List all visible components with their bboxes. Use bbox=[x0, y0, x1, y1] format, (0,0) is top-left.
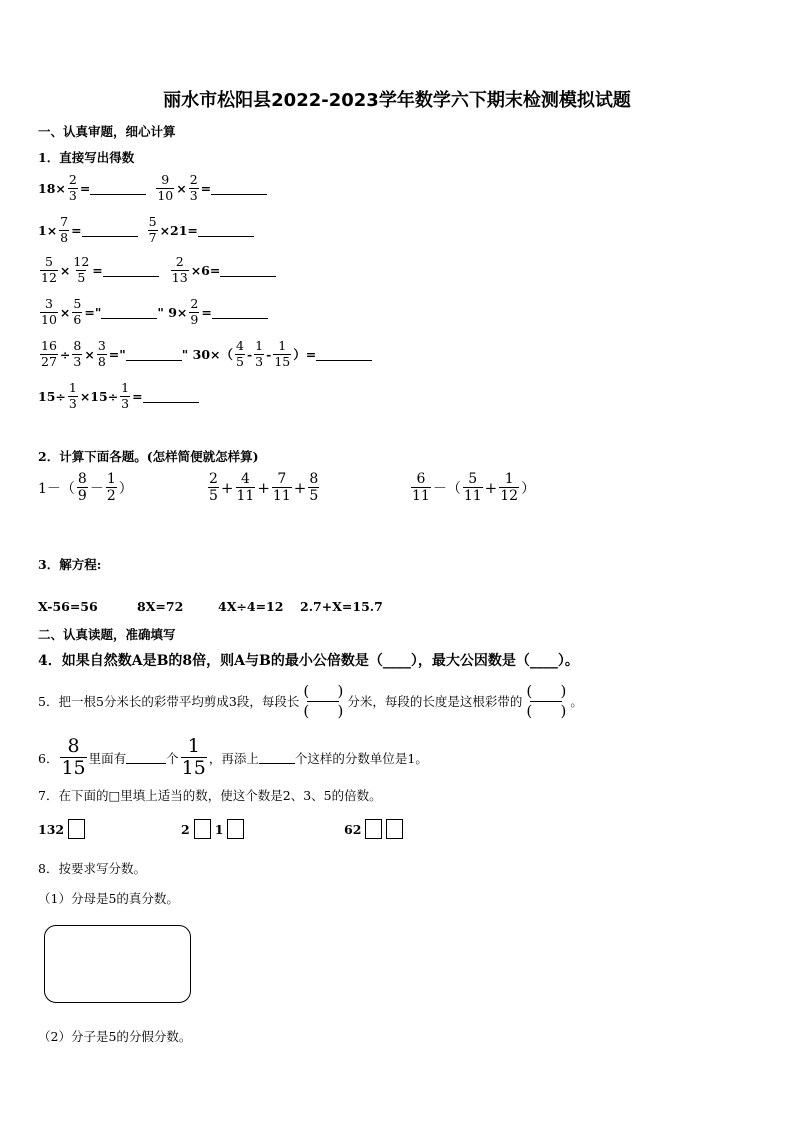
q1-row-1 bbox=[38, 174, 267, 202]
question-4: 4．如果自然数A是B的8倍，则A与B的最小公倍数是（____），最大公因数是（____）。 bbox=[38, 653, 579, 669]
equals-sign: =" bbox=[84, 304, 102, 320]
expr-text: ×6= bbox=[190, 262, 221, 278]
answer-blank[interactable] bbox=[220, 264, 276, 277]
q6-text: 里面有 bbox=[88, 750, 127, 766]
fraction: $\frac{8}{5}$ bbox=[309, 471, 319, 504]
answer-blank[interactable] bbox=[82, 224, 138, 237]
fraction: $\frac{12}{5}$ bbox=[73, 254, 90, 285]
fraction: $\frac{1}{15}$ bbox=[181, 735, 206, 779]
q7-item-c bbox=[344, 819, 403, 839]
expr-text: ×15÷ bbox=[79, 388, 119, 404]
answer-blank[interactable] bbox=[103, 264, 159, 277]
answer-blank[interactable] bbox=[90, 182, 146, 195]
fraction: $\frac{1}{3}$ bbox=[121, 380, 130, 411]
fraction: $\frac{8}{9}$ bbox=[77, 471, 87, 504]
fraction: $\frac{3}{10}$ bbox=[41, 296, 57, 327]
fraction: $\frac{6}{11}$ bbox=[412, 471, 430, 504]
question-3-heading: 3．解方程: bbox=[38, 557, 102, 572]
expr-text: ） bbox=[521, 480, 536, 497]
fraction-blank[interactable]: ( ) ( ) bbox=[303, 682, 344, 720]
fraction: $\frac{1}{2}$ bbox=[106, 471, 116, 504]
fraction: $\frac{5}{6}$ bbox=[73, 296, 82, 327]
digit-box[interactable] bbox=[194, 819, 211, 839]
expr-text: 18× bbox=[38, 180, 66, 196]
equals-sign: = bbox=[92, 262, 103, 278]
fraction: $\frac{4}{11}$ bbox=[236, 471, 255, 504]
fraction: $\frac{5}{7}$ bbox=[148, 214, 157, 245]
times-sign: × bbox=[59, 304, 71, 320]
equals-sign: = bbox=[200, 180, 212, 196]
question-7: 7．在下面的□里填上适当的数，使这个数是2、3、5的倍数。 bbox=[38, 788, 382, 803]
q1-row-4 bbox=[38, 298, 268, 326]
digit-box[interactable] bbox=[227, 819, 244, 839]
expr-text: －（ bbox=[432, 480, 461, 497]
fraction: $\frac{2}{9}$ bbox=[190, 296, 199, 327]
minus-sign: - bbox=[266, 346, 272, 362]
q1-row-2 bbox=[38, 216, 254, 244]
times-sign: × bbox=[59, 262, 71, 278]
answer-blank[interactable] bbox=[143, 390, 199, 403]
expr-text: " 30×（ bbox=[181, 347, 234, 362]
q6-text: 个这样的分数单位是1。 bbox=[294, 750, 428, 766]
q2-expr-1 bbox=[38, 472, 133, 503]
answer-blank[interactable] bbox=[198, 224, 254, 237]
digit-box[interactable] bbox=[68, 819, 85, 839]
fraction: $\frac{1}{15}$ bbox=[274, 338, 291, 369]
expr-text: 1－（ bbox=[38, 480, 75, 497]
fraction: $\frac{5}{11}$ bbox=[463, 471, 482, 504]
equals-sign: = bbox=[201, 304, 212, 320]
answer-blank[interactable] bbox=[259, 751, 295, 764]
expr-text: 15÷ bbox=[38, 388, 66, 404]
plus-sign: + bbox=[484, 478, 498, 497]
q6-text: ，再添上 bbox=[208, 750, 259, 766]
fraction-blank[interactable]: ( ) ( ) bbox=[526, 682, 567, 720]
equals-sign: = bbox=[71, 222, 82, 238]
section-1-heading: 一、认真审题，细心计算 bbox=[38, 124, 176, 139]
minus-sign: － bbox=[89, 480, 104, 497]
answer-blank[interactable] bbox=[211, 182, 267, 195]
answer-blank[interactable] bbox=[126, 751, 166, 764]
number-text: 62 bbox=[344, 821, 362, 837]
fraction: $\frac{7}{8}$ bbox=[60, 214, 69, 245]
answer-blank[interactable] bbox=[316, 348, 372, 361]
q1-row-5 bbox=[38, 340, 372, 368]
fraction: $\frac{9}{10}$ bbox=[157, 172, 174, 203]
times-sign: × bbox=[84, 346, 95, 362]
fraction: $\frac{2}{3}$ bbox=[189, 172, 198, 203]
minus-sign: - bbox=[246, 346, 253, 362]
fraction: $\frac{1}{3}$ bbox=[68, 380, 77, 411]
q1-row-3 bbox=[38, 256, 276, 284]
section-2-heading: 二、认真读题，准确填写 bbox=[38, 627, 176, 642]
page-title: 丽水市松阳县2022-2023学年数学六下期末检测模拟试题 bbox=[163, 90, 631, 111]
q5-text: 5．把一根5分米长的彩带平均剪成3段，每段长 bbox=[38, 694, 300, 709]
divide-sign: ÷ bbox=[59, 346, 71, 362]
question-8-1: （1）分母是5的真分数。 bbox=[38, 891, 179, 906]
plus-sign: + bbox=[220, 478, 234, 497]
q5-text: 分米，每段的长度是这根彩带的 bbox=[347, 694, 523, 709]
q5-text: 。 bbox=[570, 694, 583, 709]
expr-text: ） bbox=[118, 480, 133, 497]
expr-text: 1× bbox=[38, 222, 58, 238]
number-text: 132 bbox=[38, 821, 65, 837]
question-1-heading: 1．直接写出得数 bbox=[38, 150, 135, 165]
q2-expr-2 bbox=[206, 472, 321, 503]
plus-sign: + bbox=[257, 478, 270, 497]
q1-row-6 bbox=[38, 382, 199, 410]
fraction: $\frac{16}{27}$ bbox=[41, 338, 57, 369]
question-8: 8．按要求写分数。 bbox=[38, 861, 146, 876]
answer-blank[interactable] bbox=[101, 306, 157, 319]
plus-sign: + bbox=[293, 478, 307, 497]
equation-2: 8X=72 bbox=[137, 599, 184, 614]
times-sign: × bbox=[176, 180, 187, 196]
answer-blank[interactable] bbox=[212, 306, 268, 319]
fraction: $\frac{7}{11}$ bbox=[272, 471, 291, 504]
q6-text: 6． bbox=[38, 750, 59, 766]
answer-box[interactable] bbox=[44, 925, 191, 1003]
fraction: $\frac{8}{3}$ bbox=[73, 338, 82, 369]
digit-box[interactable] bbox=[386, 819, 403, 839]
equals-sign: =" bbox=[108, 346, 126, 362]
fraction: $\frac{8}{15}$ bbox=[61, 735, 86, 779]
fraction: $\frac{1}{3}$ bbox=[255, 338, 264, 369]
fraction: $\frac{2}{3}$ bbox=[68, 172, 77, 203]
digit-box[interactable] bbox=[365, 819, 382, 839]
q7-item-a bbox=[38, 819, 85, 839]
question-5 bbox=[38, 682, 583, 720]
fraction: $\frac{1}{12}$ bbox=[500, 471, 519, 504]
expr-text: ×21= bbox=[159, 222, 198, 238]
question-6 bbox=[38, 737, 428, 778]
q6-text: 个 bbox=[166, 750, 179, 766]
q7-item-b bbox=[181, 819, 244, 839]
equation-4: 2.7+X=15.7 bbox=[300, 599, 383, 614]
equation-3: 4X÷4=12 bbox=[218, 599, 284, 614]
number-text: 2 bbox=[181, 821, 190, 837]
question-8-2: （2）分子是5的分假分数。 bbox=[38, 1029, 192, 1044]
number-text: 1 bbox=[214, 821, 224, 837]
fraction: $\frac{4}{5}$ bbox=[236, 338, 244, 369]
fraction: $\frac{5}{12}$ bbox=[41, 254, 57, 285]
expr-text: ）= bbox=[293, 347, 317, 362]
fraction: $\frac{3}{8}$ bbox=[97, 338, 106, 369]
equation-1: X-56=56 bbox=[38, 599, 98, 614]
fraction: $\frac{2}{13}$ bbox=[171, 254, 188, 285]
question-2-heading: 2．计算下面各题。(怎样简便就怎样算) bbox=[38, 449, 259, 464]
expr-text: " 9× bbox=[157, 304, 188, 320]
equals-sign: = bbox=[79, 180, 91, 196]
q2-expr-3 bbox=[409, 472, 535, 503]
fraction: $\frac{2}{5}$ bbox=[209, 471, 218, 504]
equals-sign: = bbox=[132, 388, 143, 404]
answer-blank[interactable] bbox=[126, 348, 182, 361]
